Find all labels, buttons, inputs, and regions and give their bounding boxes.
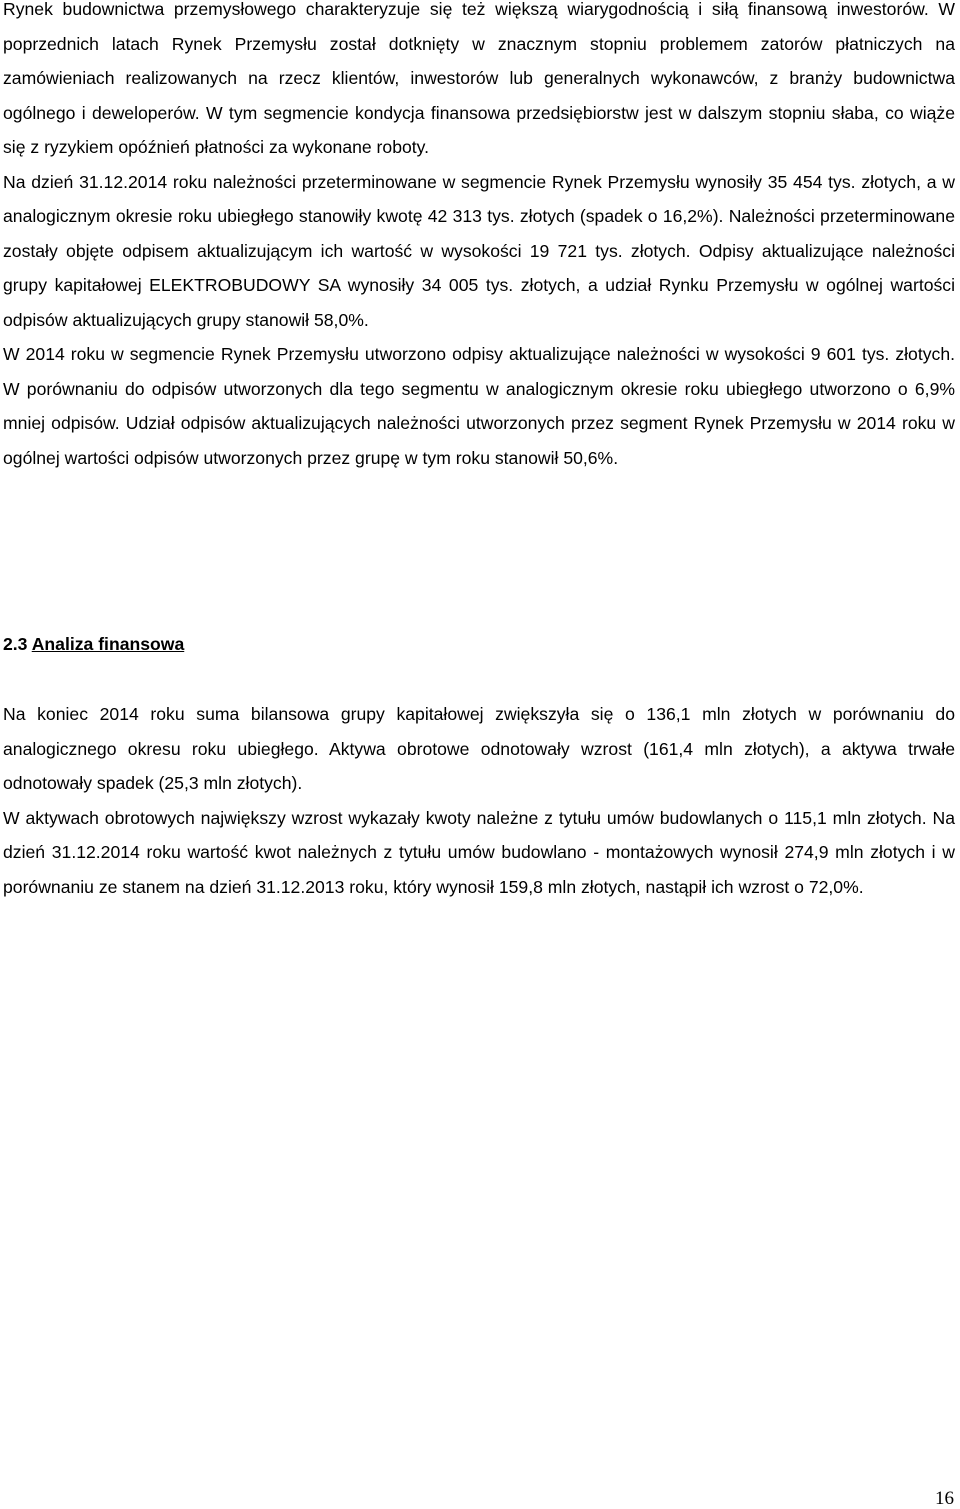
section-market-industry-text <box>3 0 955 475</box>
paragraph-investors: Rynek budownictwa przemysłowego charakteryzuje się też większą wiarygodnością i siłą finansową inwestorów. W poprzednich latach Rynek Przemysłu został dotknięty w znacznym stopniu problemem zatorów płatniczych na zamówieniach realizowanych na rzecz klientów, inwestorów lub generalnych wykonawców, z branży budownictwa ogólnego i deweloperów. W tym segmencie kondycja finansowa przedsiębiorstw jest w dalszym stopniu słaba, co wiąże się z ryzykiem opóźnień płatności za wykonane roboty. <box>3 0 955 157</box>
paragraph-balance-sheet: Na koniec 2014 roku suma bilansowa grupy kapitałowej zwiększyła się o 136,1 mln złotych w porównaniu do analogicznego okresu roku ubiegłego. Aktywa obrotowe odnotowały wzrost (161,4 mln złotych), a aktywa trwałe odnotowały spadek (25,3 mln złotych). <box>3 704 955 793</box>
section-number: 2.3 <box>3 634 28 654</box>
page-number: 16 <box>935 1488 954 1509</box>
paragraph-write-offs-2014: W 2014 roku w segmencie Rynek Przemysłu utworzono odpisy aktualizujące należności w wysokości 9 601 tys. złotych. W porównaniu do odpisów utworzonych dla tego segmentu w analogicznym okresie roku ubiegłego utworzono o 6,9% mniej odpisów. Udział odpisów aktualizujących należności utworzonych przez segment Rynek Przemysłu w 2014 roku w ogólnej wartości odpisów utworzonych przez grupę w tym roku stanowił 50,6%. <box>3 344 955 468</box>
section-title: Analiza finansowa <box>31 634 185 654</box>
section-heading-financial-analysis <box>3 632 184 656</box>
paragraph-overdue-receivables: Na dzień 31.12.2014 roku należności przeterminowane w segmencie Rynek Przemysłu wynosiły 35 454 tys. złotych, a w analogicznym okresie roku ubiegłego stanowiły kwotę 42 313 tys. złotych (spadek o 16,2%). Należności przeterminowane zostały objęte odpisem aktualizującym ich wartość w wysokości 19 721 tys. złotych. Odpisy aktualizujące należności grupy kapitałowej ELEKTROBUDOWY SA wynosiły 34 005 tys. złotych, a udział Rynku Przemysłu w ogólnej wartości odpisów aktualizujących grupy stanowił 58,0%. <box>3 171 955 330</box>
paragraph-current-assets: W aktywach obrotowych największy wzrost wykazały kwoty należne z tytułu umów budowlanych o 115,1 mln złotych. Na dzień 31.12.2014 roku wartość kwot należnych z tytułu umów budowlano - montażowych wynosił 274,9 mln złotych i w porównaniu ze stanem na dzień 31.12.2013 roku, który wynosił 159,8 mln złotych, nastąpił ich wzrost o 72,0%. <box>3 807 955 897</box>
section-financial-analysis-text <box>3 697 955 904</box>
